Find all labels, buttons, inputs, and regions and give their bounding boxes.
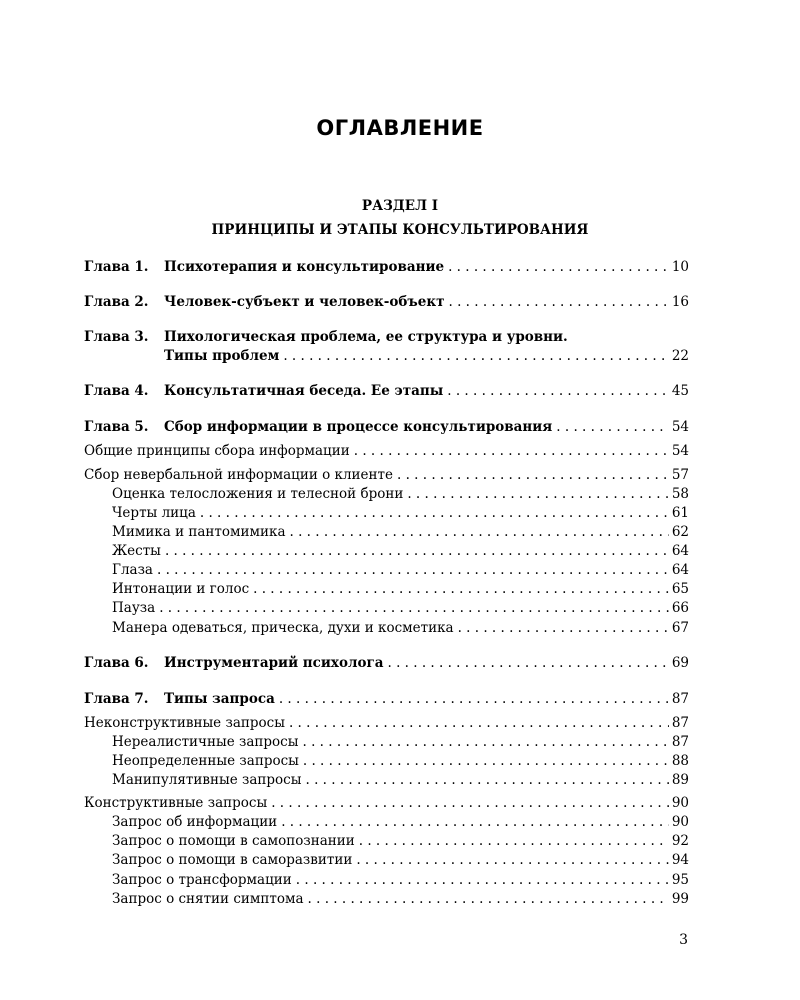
toc-chapter-3[interactable] (84, 327, 689, 347)
chapter-prefix: Глава 5. (84, 419, 149, 435)
page-title: ОГЛАВЛЕНИЕ (316, 116, 484, 140)
toc-subitem[interactable] (112, 598, 689, 618)
page-ref: 87 (671, 691, 689, 707)
dot-leader (393, 465, 669, 485)
subitem-title: Интонации и голос (112, 581, 250, 597)
chapter-title: Сбор информации в процессе консультирования (164, 419, 553, 435)
toc-subitem[interactable] (112, 850, 689, 870)
page-ref: 90 (671, 795, 689, 811)
toc-chapter-1[interactable] (84, 257, 689, 277)
chapter-prefix: Глава 7. (84, 691, 149, 707)
dot-leader (299, 751, 669, 771)
dot-leader (298, 732, 669, 752)
toc-chapter-3-cont[interactable] (84, 346, 689, 366)
section-title: ПРИНЦИПЫ И ЭТАПЫ КОНСУЛЬТИРОВАНИЯ (211, 222, 589, 238)
subitem-title: Глаза (112, 562, 153, 578)
dot-leader (275, 689, 669, 709)
page-ref: 54 (671, 419, 689, 435)
toc-chapter-5[interactable] (84, 417, 689, 437)
dot-leader (301, 770, 669, 790)
chapter-prefix: Глава 6. (84, 655, 149, 671)
toc-subitem[interactable] (112, 870, 689, 890)
page-ref: 69 (671, 655, 689, 671)
subitem-title: Жесты (112, 543, 161, 559)
page-ref: 16 (671, 294, 689, 310)
subitem-title: Манера одеваться, прическа, духи и косметика (112, 620, 454, 636)
subitem-title: Запрос о помощи в самопознании (112, 833, 355, 849)
page-ref: 57 (671, 467, 689, 483)
dot-leader (161, 541, 669, 561)
page-ref: 67 (671, 620, 689, 636)
dot-leader (444, 292, 669, 312)
toc-subitem[interactable] (112, 503, 689, 523)
item-title: Общие принципы сбора информации (84, 443, 350, 459)
page-ref: 65 (671, 581, 689, 597)
page-ref: 99 (671, 891, 689, 907)
chapter-title: Консультатичная беседа. Ее этапы (164, 383, 444, 399)
page-ref: 62 (671, 524, 689, 540)
dot-leader (286, 522, 669, 542)
chapter-title: Типы запроса (164, 691, 275, 707)
toc-subitem[interactable] (112, 618, 689, 638)
page-ref: 94 (671, 852, 689, 868)
toc-subitem[interactable] (112, 579, 689, 599)
dot-leader (277, 812, 669, 832)
dot-leader (552, 417, 669, 437)
item-title: Конструктивные запросы (84, 795, 268, 811)
toc-chapter-2[interactable] (84, 292, 689, 312)
dot-leader (355, 831, 669, 851)
dot-leader (267, 793, 669, 813)
dot-leader (249, 579, 669, 599)
page-number: 3 (679, 932, 688, 948)
toc-subitem[interactable] (112, 732, 689, 752)
chapter-title-continued: Типы проблем (164, 348, 280, 364)
subitem-title: Запрос об информации (112, 814, 278, 830)
dot-leader (444, 257, 669, 277)
toc-subitem[interactable] (112, 751, 689, 771)
dot-leader (153, 560, 669, 580)
page-ref: 87 (671, 734, 689, 750)
page-ref: 87 (671, 715, 689, 731)
subitem-title: Неопределенные запросы (112, 753, 299, 769)
dot-leader (403, 484, 669, 504)
toc-chapter-7[interactable] (84, 689, 689, 709)
toc-item[interactable] (84, 465, 689, 485)
chapter-prefix: Глава 3. (84, 329, 149, 345)
toc-item[interactable] (84, 713, 689, 733)
dot-leader (155, 598, 669, 618)
toc-subitem[interactable] (112, 812, 689, 832)
toc-subitem[interactable] (112, 831, 689, 851)
page-ref: 54 (671, 443, 689, 459)
chapter-prefix: Глава 4. (84, 383, 149, 399)
page-ref: 92 (671, 833, 689, 849)
toc-subitem[interactable] (112, 522, 689, 542)
subitem-title: Запрос о помощи в саморазвитии (112, 852, 353, 868)
dot-leader (454, 618, 669, 638)
dot-leader (285, 713, 669, 733)
page-ref: 95 (671, 872, 689, 888)
dot-leader (443, 381, 669, 401)
dot-leader (384, 653, 670, 673)
chapter-prefix: Глава 2. (84, 294, 149, 310)
chapter-title: Человек-субъект и человек-объект (164, 294, 445, 310)
page-ref: 61 (671, 505, 689, 521)
dot-leader (304, 889, 669, 909)
subitem-title: Запрос о снятии симптома (112, 891, 304, 907)
toc-subitem[interactable] (112, 560, 689, 580)
page-ref: 64 (671, 562, 689, 578)
item-title: Неконструктивные запросы (84, 715, 285, 731)
dot-leader (352, 850, 669, 870)
toc-chapter-4[interactable] (84, 381, 689, 401)
page-ref: 10 (671, 259, 689, 275)
chapter-title: Психотерапия и консультирование (164, 259, 445, 275)
toc-subitem[interactable] (112, 484, 689, 504)
dot-leader (279, 346, 669, 366)
chapter-title: Пихологическая проблема, ее структура и уровни. (164, 329, 568, 345)
page-ref: 58 (671, 486, 689, 502)
subitem-title: Черты лица (112, 505, 196, 521)
subitem-title: Пауза (112, 600, 156, 616)
page-ref: 22 (671, 348, 689, 364)
page-ref: 90 (671, 814, 689, 830)
toc-subitem[interactable] (112, 770, 689, 790)
toc-subitem[interactable] (112, 541, 689, 561)
dot-leader (196, 503, 669, 523)
dot-leader (292, 870, 669, 890)
subitem-title: Оценка телосложения и телесной брони (112, 486, 404, 502)
chapter-prefix: Глава 1. (84, 259, 149, 275)
item-title: Сбор невербальной информации о клиенте (84, 467, 393, 483)
page-ref: 89 (671, 772, 689, 788)
chapter-title: Инструментарий психолога (164, 655, 384, 671)
toc-subitem[interactable] (112, 889, 689, 909)
section-label: РАЗДЕЛ I (361, 198, 439, 214)
toc-item[interactable] (84, 793, 689, 813)
page-ref: 64 (671, 543, 689, 559)
subitem-title: Запрос о трансформации (112, 872, 292, 888)
page-ref: 88 (671, 753, 689, 769)
subitem-title: Манипулятивные запросы (112, 772, 302, 788)
subitem-title: Мимика и пантомимика (112, 524, 286, 540)
toc-item[interactable] (84, 441, 689, 461)
dot-leader (350, 441, 669, 461)
page-ref: 45 (671, 383, 689, 399)
toc-chapter-6[interactable] (84, 653, 689, 673)
page-ref: 66 (671, 600, 689, 616)
subitem-title: Нереалистичные запросы (112, 734, 299, 750)
